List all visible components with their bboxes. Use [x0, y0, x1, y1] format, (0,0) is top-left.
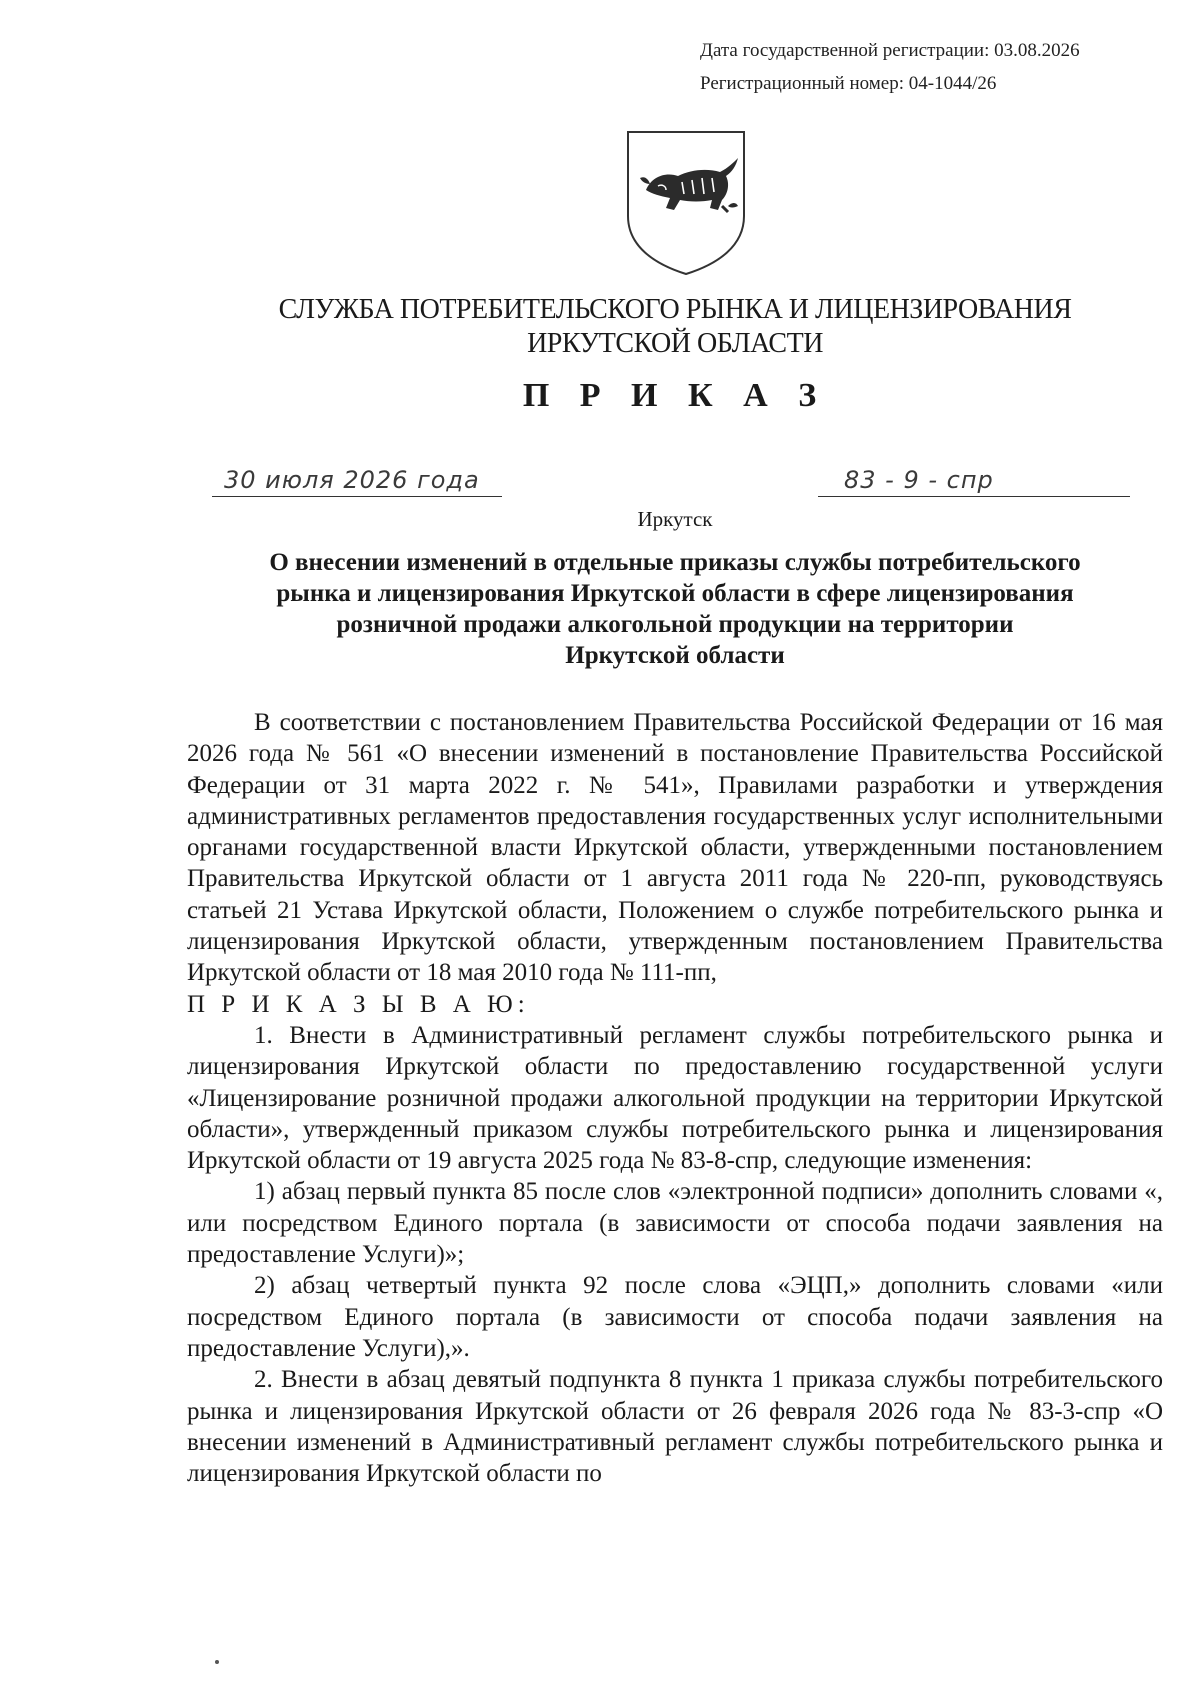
- item-1-subitem-2: 2) абзац четвертый пункта 92 после слова «ЭЦП,» дополнить словами «или посредством Единого портала (в зависимости от способа подачи заявления на предоставление Услуги),».: [187, 1272, 1163, 1362]
- registration-stamp: [700, 34, 1080, 100]
- agency-name-line-2: ИРКУТСКОЙ ОБЛАСТИ: [527, 328, 823, 359]
- order-body: [187, 707, 1163, 1489]
- scan-dot: [215, 1660, 219, 1664]
- item-2-paragraph: 2. Внести в абзац девятый подпункта 8 пункта 1 приказа службы потребительского рынка и лицензирования Иркутской области от 26 февраля 2026 года № 83-3-спр «О внесении изменений в Административный регламент службы потребительского рынка и лицензирования Иркутской области по: [187, 1366, 1163, 1488]
- subject-line-1: О внесении изменений в отдельные приказы службы потребительского: [269, 549, 1081, 576]
- registration-number: Регистрационный номер: 04-1044/26: [700, 73, 997, 94]
- order-date-field: [212, 462, 502, 497]
- agency-name-line-1: СЛУЖБА ПОТРЕБИТЕЛЬСКОГО РЫНКА И ЛИЦЕНЗИРОВАНИЯ: [278, 294, 1072, 325]
- order-number-field: [818, 462, 1130, 497]
- preamble-paragraph: В соответствии с постановлением Правительства Российской Федерации от 16 мая 2026 года № 561 «О внесении изменений в постановление Правительства Российской Федерации от 31 марта 2022 г. № 541», Правилами разработки и утверждения административных регламентов предоставления государственных услуг исполнительными органами государственной власти Иркутской области, утвержденными постановлением Правительства Иркутской области от 1 августа 2011 года № 220-пп, руководствуясь статьей 21 Устава Иркутской области, Положением о службе потребительского рынка и лицензирования Иркутской области, утвержденным постановлением Правительства Иркутской области от 18 мая 2010 года № 111-пп,: [187, 709, 1163, 987]
- item-1-subitem-1: 1) абзац первый пункта 85 после слов «электронной подписи» дополнить словами «, или посредством Единого портала (в зависимости от способа подачи заявления на предоставление Услуги)»;: [187, 1178, 1163, 1269]
- item-1-paragraph: 1. Внести в Административный регламент службы потребительского рынка и лицензирования Иркутской области по предоставлению государственной услуги «Лицензирование розничной продажи алкогольной продукции на территории Иркутской области», утвержденный приказом службы потребительского рынка и лицензирования Иркутской области от 19 августа 2025 года № 83-8-спр, следующие изменения:: [187, 1021, 1163, 1175]
- irkutsk-coat-of-arms-icon: [622, 128, 750, 278]
- document-type-title: П Р И К А З: [522, 377, 828, 414]
- subject-line-2: рынка и лицензирования Иркутской области в сфере лицензирования: [276, 580, 1074, 607]
- city-name: Иркутск: [637, 507, 713, 531]
- handwritten-date: 30 июля 2026 года: [224, 466, 480, 494]
- agency-name: [200, 293, 1150, 361]
- registration-date: Дата государственной регистрации: 03.08.2026: [700, 40, 1080, 61]
- order-subject: [180, 547, 1170, 671]
- subject-line-4: Иркутской области: [565, 642, 785, 669]
- order-directive: П Р И К А З Ы В А Ю:: [187, 990, 530, 1018]
- subject-line-3: розничной продажи алкогольной продукции на территории: [336, 611, 1014, 638]
- handwritten-number: 83 - 9 - спр: [844, 466, 994, 494]
